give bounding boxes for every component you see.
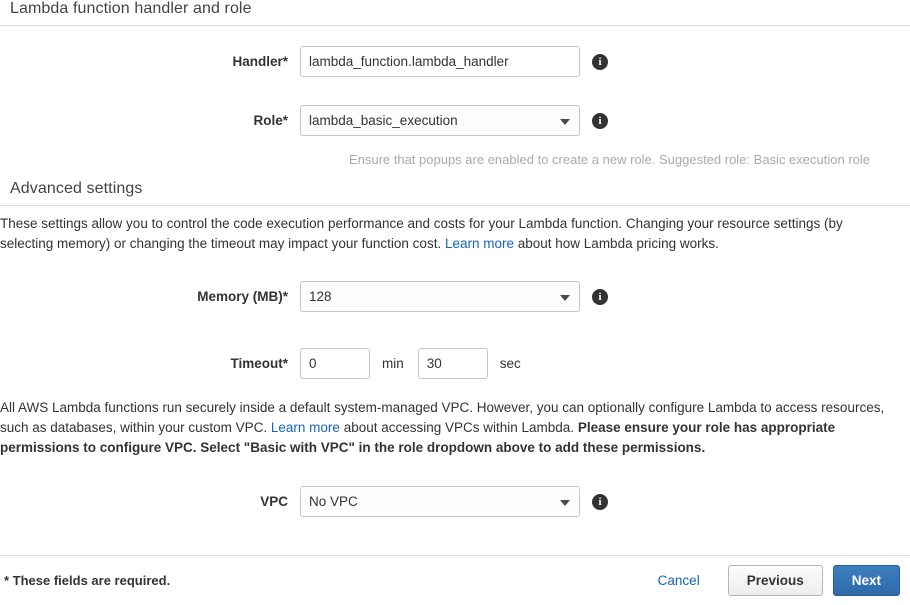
role-select[interactable] <box>300 105 580 136</box>
vpc-select-value: No VPC <box>309 494 358 509</box>
timeout-field-area <box>300 348 521 379</box>
info-icon[interactable]: i <box>592 494 608 510</box>
timeout-seconds-unit: sec <box>499 356 521 371</box>
role-hint: Ensure that popups are enabled to create a new role. Suggested role: Basic execution role <box>348 152 870 167</box>
handler-row <box>0 46 608 77</box>
vpc-field-area <box>300 486 608 517</box>
advanced-intro-text-1: These settings allow you to control the code execution performance and costs for your Lambda function. Changing your resource settings (by selecting memory) or changing the timeout may impact your function cost. <box>0 216 843 251</box>
info-icon[interactable]: i <box>592 54 608 70</box>
divider <box>0 205 910 206</box>
advanced-intro-text-2: about how Lambda pricing works. <box>514 236 719 251</box>
handler-label: Handler* <box>232 54 288 69</box>
vpc-select[interactable] <box>300 486 580 517</box>
timeout-minutes-unit: min <box>382 356 404 371</box>
memory-select[interactable] <box>300 281 580 312</box>
handler-role-section <box>0 0 910 26</box>
role-field-area <box>300 105 608 136</box>
handler-role-section-title: Lambda function handler and role <box>10 0 252 17</box>
vpc-paragraph <box>0 398 900 458</box>
timeout-seconds-input[interactable] <box>418 348 488 379</box>
required-fields-note: * These fields are required. <box>4 573 171 588</box>
vpc-paragraph-text-1: All AWS Lambda functions run securely inside a default system-managed VPC. However, you can optionally configure Lambda to access resources, such as databases, within your custom VPC. <box>0 400 885 435</box>
role-label: Role* <box>253 113 288 128</box>
advanced-settings-section <box>0 180 910 206</box>
footer-bar <box>0 556 910 605</box>
chevron-down-icon <box>560 500 570 506</box>
timeout-row <box>0 348 521 379</box>
info-icon[interactable]: i <box>592 289 608 305</box>
timeout-label: Timeout* <box>230 356 288 371</box>
advanced-intro-paragraph <box>0 214 900 254</box>
memory-select-value: 128 <box>309 289 332 304</box>
role-row <box>0 105 608 136</box>
role-hint-wrap <box>0 142 900 167</box>
vpc-paragraph-text-2: about accessing VPCs within Lambda. <box>339 420 578 435</box>
cancel-button[interactable]: Cancel <box>652 572 706 589</box>
chevron-down-icon <box>560 295 570 301</box>
info-icon[interactable]: i <box>592 113 608 129</box>
handler-input[interactable] <box>300 46 580 77</box>
advanced-settings-title: Advanced settings <box>10 180 143 197</box>
next-button[interactable]: Next <box>833 565 900 596</box>
memory-label: Memory (MB)* <box>197 289 288 304</box>
previous-button[interactable]: Previous <box>728 565 823 596</box>
divider <box>0 25 910 26</box>
timeout-minutes-input[interactable] <box>300 348 370 379</box>
vpc-label: VPC <box>260 494 288 509</box>
vpc-row <box>0 486 608 517</box>
memory-field-area <box>300 281 608 312</box>
handler-field-area <box>300 46 608 77</box>
chevron-down-icon <box>560 119 570 125</box>
vpc-paragraph-warning: Please ensure your role has appropriate permissions to configure VPC. Select "Basic with VPC" in the role dropdown above to add these permissions. <box>0 420 836 455</box>
memory-row <box>0 281 608 312</box>
pricing-learn-more-link[interactable]: Learn more <box>444 236 514 251</box>
vpc-learn-more-link[interactable]: Learn more <box>270 420 340 435</box>
role-select-value: lambda_basic_execution <box>309 113 458 128</box>
footer-button-group <box>652 565 900 596</box>
